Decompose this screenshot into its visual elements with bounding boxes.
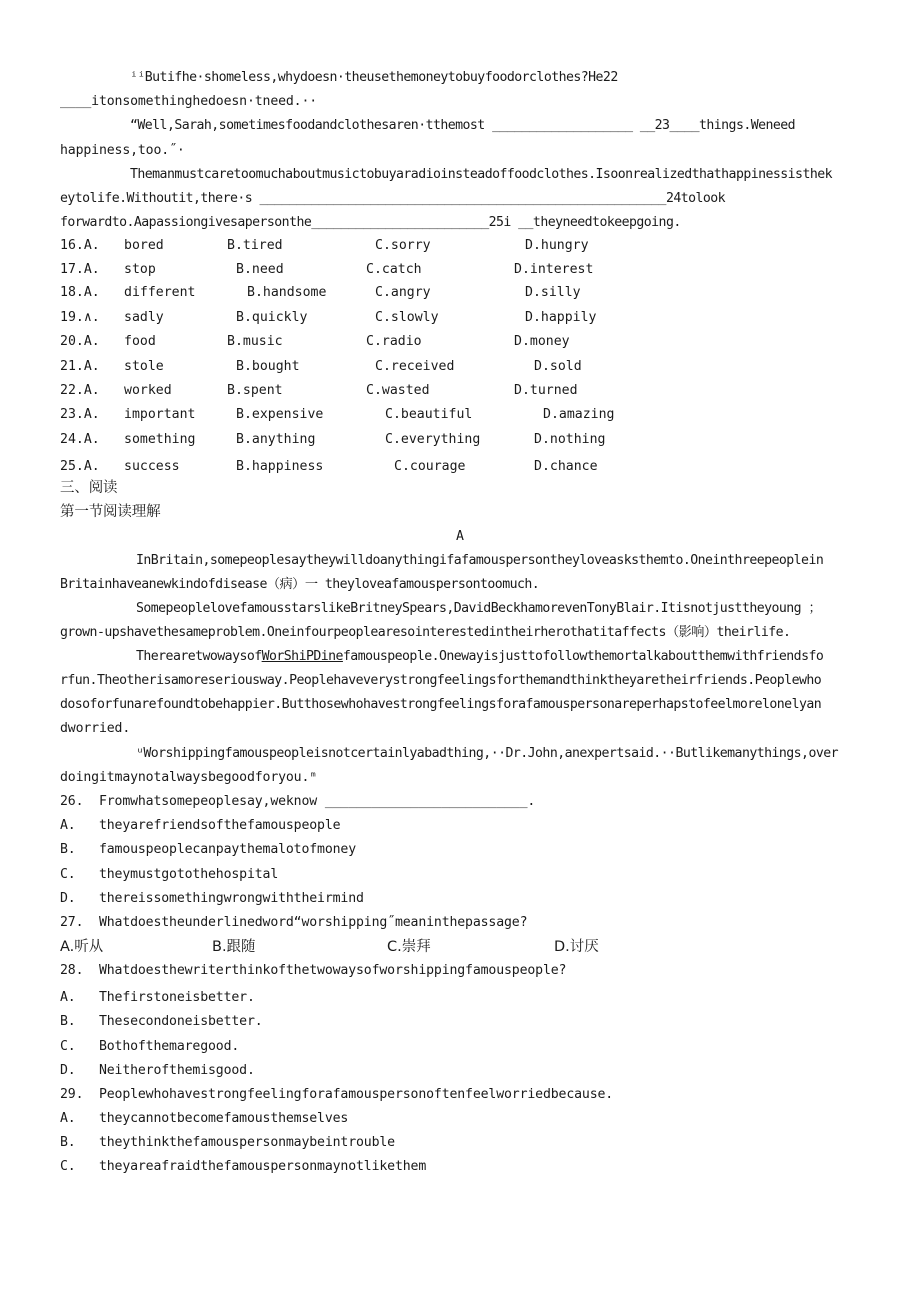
option-a: worked	[124, 383, 172, 398]
option-number: 24.A.	[60, 432, 100, 447]
question-29-option-c: C. theyareafraidthefamouspersonmaynotlikethem	[60, 1159, 427, 1174]
option-c: C.everything	[385, 432, 481, 447]
option-number: 16.A.	[60, 238, 100, 253]
option-a: food	[124, 334, 156, 349]
option-d: D.nothing	[534, 432, 606, 447]
question-28-option-a: A. Thefirstoneisbetter.	[60, 990, 255, 1005]
question-28: 28. Whatdoesthewriterthinkofthetwowaysofworshippingfamouspeople?	[60, 963, 567, 978]
option-b: B.handsome	[247, 285, 327, 300]
option-number: 18.A.	[60, 285, 100, 300]
option-a: success	[124, 459, 180, 474]
passage-label: A	[456, 529, 464, 544]
option-c: C.sorry	[375, 238, 431, 253]
question-27: 27. Whatdoestheunderlinedword“worshipping˝meaninthepassage?	[60, 915, 528, 930]
option-c: C.catch	[366, 262, 422, 277]
option-c: C.slowly	[375, 310, 439, 325]
option-a: stop	[124, 262, 156, 277]
option-b: B.quickly	[236, 310, 308, 325]
question-29-option-b: B. theythinkthefamouspersonmaybeintrouble	[60, 1135, 395, 1150]
section-subheading: 第一节阅读理解	[60, 504, 161, 520]
option-b: B.tired	[227, 238, 283, 253]
option-b: B.spent	[227, 383, 283, 398]
question-29-option-a: A. theycannotbecomefamousthemselves	[60, 1111, 349, 1126]
passage-paragraph-3-line-2: rfun.Theotherisamoreseriousway.Peoplehaveverystrongfeelingsforthemandthinktheyaretheirfriends.Peoplewho	[60, 673, 822, 688]
option-number: 23.A.	[60, 407, 100, 422]
question-27-option-c: C.崇拜	[387, 939, 431, 955]
passage-paragraph-4-line-1: ᵘWorshippingfamouspeopleisnotcertainlyabadthing,··Dr.John,anexpertsaid.··Butlikemanythings,over	[136, 746, 839, 761]
option-b: B.music	[227, 334, 283, 349]
question-26-option-a: A. theyarefriendsofthefamouspeople	[60, 818, 341, 833]
option-a: sadly	[124, 310, 164, 325]
option-c: C.radio	[366, 334, 422, 349]
underlined-word: WorShiPDine	[261, 649, 343, 664]
option-c: C.angry	[375, 285, 431, 300]
option-c: C.courage	[394, 459, 466, 474]
passage-paragraph-1-line-2: Britainhaveanewkindofdisease（病）一 theyloveafamouspersontoomuch.	[60, 577, 540, 592]
passage-paragraph-1-line-1: InBritain,somepeoplesaytheywilldoanythingifafamouspersontheyloveasksthemto.Oneinthreepeoplein	[136, 553, 824, 568]
passage-paragraph-3-line-1	[136, 647, 823, 667]
option-d: D.money	[514, 334, 570, 349]
option-c: C.beautiful	[385, 407, 473, 422]
option-d: D.interest	[514, 262, 594, 277]
option-d: D.chance	[534, 459, 598, 474]
option-a: important	[124, 407, 196, 422]
option-b: B.need	[236, 262, 284, 277]
question-26-option-c: C. theymustgotothehospital	[60, 867, 279, 882]
option-a: bored	[124, 238, 164, 253]
cloze-paragraph-1-line-2: ____itonsomethinghedoesn·tneed.··	[60, 94, 318, 109]
passage-paragraph-2-line-1: SomepeoplelovefamousstarslikeBritneySpears,DavidBeckhamorevenTonyBlair.Itisnotjusttheyoung ；	[136, 601, 822, 616]
option-b: B.anything	[236, 432, 316, 447]
option-d: D.turned	[514, 383, 578, 398]
question-28-option-d: D. Neitherofthemisgood.	[60, 1063, 255, 1078]
option-number: 22.A.	[60, 383, 100, 398]
question-26-option-b: B. famouspeoplecanpaythemalotofmoney	[60, 842, 357, 857]
option-d: D.silly	[525, 285, 581, 300]
passage-paragraph-3-line-4: dworried.	[60, 721, 131, 736]
cloze-paragraph-3-line-2: eytolife.Withoutit,there·s _______________________________________________________24tolook	[60, 191, 726, 206]
cloze-paragraph-3-line-3: forwardto.Aapassiongivesapersonthe________________________25i __theyneedtokeepgoing.	[60, 215, 681, 230]
passage-paragraph-2-line-2: grown-upshavethesameproblem.Oneinfourpeoplearesointerestedintheirherothatitaffects（影响）theirlife.	[60, 625, 791, 640]
question-27-option-d: D.讨厌	[554, 939, 599, 955]
cloze-paragraph-2-line-2: happiness,too.˝·	[60, 143, 185, 158]
option-c: C.wasted	[366, 383, 430, 398]
passage-paragraph-3-line-3: dosoforfunarefoundtobehappier.Butthosewhohavestrongfeelingsforafamouspersonareperhapstofeelmorelonelyan	[60, 697, 822, 712]
option-d: D.sold	[534, 359, 582, 374]
option-a: different	[124, 285, 196, 300]
option-c: C.received	[375, 359, 455, 374]
option-a: something	[124, 432, 196, 447]
passage-text: Therearetwowaysof	[136, 649, 262, 664]
option-number: 17.A.	[60, 262, 100, 277]
question-28-option-b: B. Thesecondoneisbetter.	[60, 1014, 263, 1029]
passage-text: famouspeople.Onewayisjusttofollowthemortalkaboutthemwithfriendsfo	[342, 649, 824, 664]
option-d: D.amazing	[543, 407, 615, 422]
cloze-paragraph-2-line-1: “Well,Sarah,sometimesfoodandclothesaren·tthemost ___________________ __23____things.Weneed	[130, 118, 796, 133]
question-26-option-d: D. thereissomethingwrongwiththeirmind	[60, 891, 364, 906]
option-number: 20.A.	[60, 334, 100, 349]
option-b: B.bought	[236, 359, 300, 374]
option-d: D.happily	[525, 310, 597, 325]
option-d: D.hungry	[525, 238, 589, 253]
option-a: stole	[124, 359, 164, 374]
question-27-option-b: B.跟随	[212, 939, 256, 955]
section-heading: 三、阅读	[60, 480, 118, 496]
option-b: B.happiness	[236, 459, 324, 474]
question-27-option-a: A.听从	[60, 939, 104, 955]
question-26: 26. Fromwhatsomepeoplesay,weknow __________________________.	[60, 794, 536, 809]
option-number: 21.A.	[60, 359, 100, 374]
question-29: 29. Peoplewhohavestrongfeelingforafamouspersonoftenfeelworriedbecause.	[60, 1087, 614, 1102]
passage-paragraph-4-line-2: doingitmaynotalwaysbegoodforyou.ᵐ	[60, 770, 318, 785]
option-number: 19.∧.	[60, 310, 100, 325]
cloze-paragraph-3-line-1: Themanmustcaretoomuchaboutmusictobuyaradioinsteadoffoodclothes.Isoonrealizedthathappinessisthek	[130, 167, 833, 182]
option-b: B.expensive	[236, 407, 324, 422]
question-28-option-c: C. Bothofthemaregood.	[60, 1039, 240, 1054]
option-number: 25.A.	[60, 459, 100, 474]
cloze-paragraph-1-line-1: ⁱⁱButifhe·shomeless,whydoesn·theusethemoneytobuyfoodorclothes?He22	[130, 70, 618, 85]
